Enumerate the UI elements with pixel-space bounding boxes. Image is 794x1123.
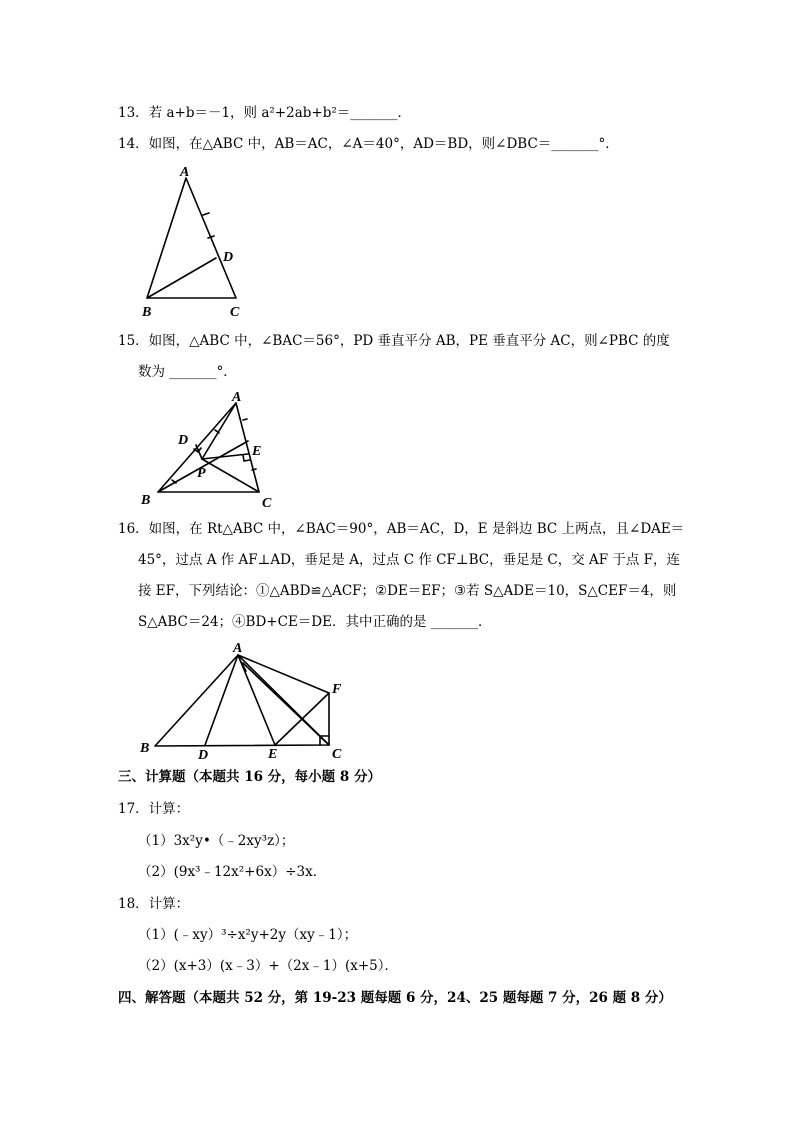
question-15-line1: 15．如图，△ABC 中，∠BAC＝56°，PD 垂直平分 AB，PE 垂直平分 AC，则∠PBC 的度: [118, 333, 670, 349]
label-b-15: B: [141, 493, 151, 508]
question-17-part2: （2）(9x³﹣12x²+6x）÷3x．: [138, 864, 327, 880]
label-c-16: C: [332, 747, 342, 762]
label-c-15: C: [262, 496, 272, 511]
question-17: 17．计算：: [118, 801, 190, 817]
label-d-16: D: [198, 748, 209, 763]
question-17-part1: （1）3x²y•（﹣2xy³z）；: [138, 833, 295, 849]
question-16-line2: 45°，过点 A 作 AF⊥AD，垂足是 A，过点 C 作 CF⊥BC，垂足是 C，交 AF 于点 F，连: [138, 552, 681, 568]
question-15-line2: 数为 _______°．: [138, 364, 237, 380]
question-13: 13．若 a+b＝－1，则 a²+2ab+b²＝_______．: [118, 105, 412, 121]
label-e-15: E: [252, 444, 262, 459]
label-d-14: D: [223, 250, 234, 265]
question-14: 14．如图，在△ABC 中，AB＝AC，∠A＝40°，AD＝BD，则∠DBC＝_______°．: [118, 136, 619, 152]
section-4-heading: 四、解答题（本题共 52 分，第 19-23 题每题 6 分，24、25 题每题 7 分，26 题 8 分）: [118, 990, 672, 1006]
label-p-15: P: [197, 466, 206, 481]
section-3-heading: 三、计算题（本题共 16 分，每小题 8 分）: [118, 769, 381, 785]
question-18: 18．计算：: [118, 896, 190, 912]
question-16-line3: 接 EF，下列结论：①△ABD≌△ACF；②DE＝EF；③若 S△ADE＝10，S△CEF＝4，则: [138, 583, 677, 599]
label-a-14: A: [180, 165, 190, 180]
label-b-14: B: [142, 305, 152, 320]
question-16-line4: S△ABC＝24；④BD+CE＝DE．其中正确的是 _______．: [138, 614, 492, 630]
question-18-part1: （1）(﹣xy）³÷x²y+2y（xy﹣1）；: [138, 927, 358, 943]
label-f-16: F: [332, 682, 342, 697]
label-c-14: C: [230, 305, 240, 320]
triangle-abc-16: [155, 655, 329, 746]
question-18-part2: （2）(x+3）(x﹣3）+（2x﹣1）(x+5）．: [138, 958, 398, 974]
label-b-16: B: [140, 741, 150, 756]
label-a-16: A: [233, 641, 243, 656]
question-16-line1: 16．如图，在 Rt△ABC 中，∠BAC＝90°，AB＝AC，D，E 是斜边 BC 上两点，且∠DAE＝: [118, 521, 685, 537]
segment-ad-16: [205, 655, 238, 745]
label-e-16: E: [268, 747, 278, 762]
label-d-15: D: [178, 433, 189, 448]
label-a-15: A: [232, 390, 242, 405]
